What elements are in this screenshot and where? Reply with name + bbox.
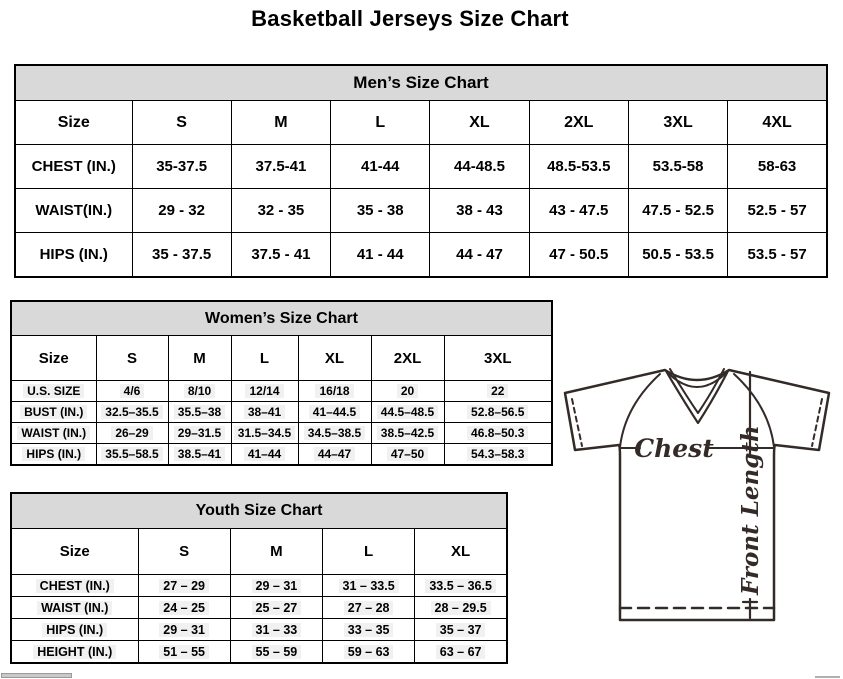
men-cell-text: 35 - 37.5	[152, 246, 212, 263]
women-cell-text: 34.5–38.5	[304, 426, 365, 440]
youth-cell-text: 59 – 63	[344, 645, 394, 659]
youth-cell	[415, 641, 507, 664]
women-col-head-6	[444, 336, 552, 381]
men-cell	[331, 233, 430, 278]
women-col-head-0	[11, 336, 96, 381]
youth-cell	[415, 619, 507, 641]
women-row-label	[11, 423, 96, 444]
youth-cell-text: 51 – 55	[159, 645, 209, 659]
women-cell-text: 16/18	[315, 384, 353, 398]
women-cell	[444, 402, 552, 423]
women-cell-text: 32.5–35.5	[101, 405, 162, 419]
men-row-label	[15, 145, 132, 189]
youth-table-row	[11, 575, 507, 597]
youth-cell	[138, 575, 230, 597]
women-cell	[231, 381, 298, 402]
women-cell	[298, 402, 371, 423]
youth-cell	[230, 575, 322, 597]
women-table-row	[11, 402, 552, 423]
women-row-label-text: U.S. SIZE	[23, 384, 84, 398]
youth-row-label-text: HEIGHT (IN.)	[33, 645, 116, 659]
men-cell-text: 47.5 - 52.5	[642, 202, 714, 219]
women-cell	[231, 402, 298, 423]
women-col-head-4	[298, 336, 371, 381]
women-col-head-4-text: XL	[324, 349, 345, 367]
women-cell-text: 38.5–41	[174, 447, 225, 461]
youth-chart-title	[11, 493, 507, 529]
women-cell	[96, 402, 168, 423]
women-cell-text: 52.8–56.5	[467, 405, 528, 419]
youth-col-head-2	[230, 529, 322, 575]
scrollbar-thumb[interactable]	[1, 673, 72, 678]
youth-cell-text: 31 – 33.5	[339, 579, 399, 593]
women-cell-text: 44–47	[314, 447, 355, 461]
women-cell-text: 31.5–34.5	[234, 426, 295, 440]
men-cell-text: 29 - 32	[158, 202, 205, 219]
youth-col-head-1-text: S	[179, 543, 190, 560]
men-cell	[132, 189, 231, 233]
men-chart-title	[15, 65, 827, 101]
men-cell	[529, 189, 628, 233]
youth-row-label-text: WAIST (IN.)	[37, 601, 112, 615]
women-cell	[371, 402, 444, 423]
youth-cell	[323, 641, 415, 664]
men-col-head-0	[15, 101, 132, 145]
women-cell	[168, 381, 231, 402]
men-col-head-0-text: Size	[57, 113, 90, 131]
men-col-head-7-text: 4XL	[762, 113, 792, 131]
men-col-head-4-text: XL	[469, 113, 490, 131]
women-cell	[371, 423, 444, 444]
youth-cell-text: 35 – 37	[436, 623, 486, 637]
men-row-label-text: HIPS (IN.)	[39, 246, 108, 263]
women-col-head-6-text: 3XL	[483, 349, 512, 367]
youth-cell	[323, 575, 415, 597]
men-cell	[231, 145, 330, 189]
youth-cell-text: 55 – 59	[252, 645, 302, 659]
women-cell-text: 41–44.5	[309, 405, 360, 419]
youth-cell	[323, 597, 415, 619]
men-col-head-3-text: L	[375, 113, 386, 131]
youth-col-head-3	[323, 529, 415, 575]
youth-cell	[415, 597, 507, 619]
youth-col-head-0-text: Size	[59, 543, 90, 560]
men-row-label	[15, 233, 132, 278]
women-title-row	[11, 301, 552, 336]
youth-col-head-2-text: M	[270, 543, 283, 560]
men-cell-text: 44-48.5	[454, 158, 505, 175]
jersey-measurement-diagram	[562, 362, 834, 626]
youth-row-label	[11, 597, 138, 619]
women-cell-text: 26–29	[111, 426, 152, 440]
women-cell-text: 35.5–38	[174, 405, 225, 419]
youth-cell-text: 33.5 – 36.5	[425, 579, 496, 593]
youth-col-head-3-text: L	[364, 543, 374, 560]
youth-cell	[138, 641, 230, 664]
youth-table-row	[11, 641, 507, 664]
youth-col-head-0	[11, 529, 138, 575]
youth-cell	[323, 619, 415, 641]
women-cell-text: 41–44	[244, 447, 285, 461]
youth-col-head-4-text: XL	[451, 543, 471, 560]
women-cell	[444, 444, 552, 466]
women-cell	[444, 423, 552, 444]
men-row-label	[15, 189, 132, 233]
youth-cell	[138, 597, 230, 619]
youth-cell-text: 27 – 28	[344, 601, 394, 615]
men-table-row	[15, 145, 827, 189]
women-cell-text: 35.5–58.5	[101, 447, 162, 461]
women-row-label-text: BUST (IN.)	[20, 405, 87, 419]
youth-cell-text: 27 – 29	[159, 579, 209, 593]
men-cell	[628, 189, 727, 233]
women-cell-text: 44.5–48.5	[377, 405, 438, 419]
men-col-head-3	[331, 101, 430, 145]
men-cell-text: 37.5 - 41	[251, 246, 311, 263]
women-cell	[96, 423, 168, 444]
men-col-head-5-text: 2XL	[564, 113, 594, 131]
men-cell	[628, 233, 727, 278]
men-cell-text: 53.5 - 57	[747, 246, 807, 263]
youth-row-label	[11, 575, 138, 597]
men-cell	[728, 233, 827, 278]
men-chart-title-text: Men’s Size Chart	[353, 73, 489, 92]
youth-size-chart-table	[10, 492, 508, 664]
men-cell	[132, 233, 231, 278]
youth-cell	[415, 575, 507, 597]
women-cell	[96, 444, 168, 466]
youth-cell-text: 33 – 35	[344, 623, 394, 637]
men-cell-text: 35 - 38	[356, 202, 404, 219]
men-cell	[132, 145, 231, 189]
men-cell-text: 48.5-53.5	[547, 158, 611, 175]
youth-cell-text: 28 – 29.5	[431, 601, 491, 615]
scrollbar-fragment	[815, 676, 840, 678]
youth-row-label	[11, 619, 138, 641]
men-cell	[231, 189, 330, 233]
men-cell-text: 35-37.5	[156, 158, 208, 175]
men-table-row	[15, 233, 827, 278]
women-col-head-2-text: M	[193, 349, 206, 367]
women-cell	[168, 444, 231, 466]
women-col-head-3-text: L	[259, 349, 270, 367]
women-cell-text: 8/10	[184, 384, 215, 398]
men-cell-text: 41-44	[361, 158, 400, 175]
women-cell-text: 38–41	[244, 405, 285, 419]
youth-row-label	[11, 641, 138, 664]
women-cell	[168, 423, 231, 444]
men-cell-text: 41 - 44	[356, 246, 404, 263]
men-cell	[430, 233, 529, 278]
youth-cell-text: 24 – 25	[159, 601, 209, 615]
women-cell	[298, 423, 371, 444]
front-length-label: Front Length	[737, 425, 764, 595]
youth-col-head-1	[138, 529, 230, 575]
women-cell-text: 46.8–50.3	[467, 426, 528, 440]
youth-row-label-text: CHEST (IN.)	[36, 579, 114, 593]
youth-cell-text: 25 – 27	[252, 601, 302, 615]
men-col-head-7	[728, 101, 827, 145]
women-cell-text: 4/6	[120, 384, 145, 398]
women-col-head-1	[96, 336, 168, 381]
men-col-head-2	[231, 101, 330, 145]
women-table-row	[11, 381, 552, 402]
men-cell	[331, 189, 430, 233]
women-cell	[168, 402, 231, 423]
men-cell	[430, 145, 529, 189]
women-header-row	[11, 336, 552, 381]
youth-cell	[230, 619, 322, 641]
men-title-row	[15, 65, 827, 101]
men-cell-text: 47 - 50.5	[549, 246, 609, 263]
men-cell	[529, 233, 628, 278]
men-col-head-1	[132, 101, 231, 145]
youth-cell	[230, 597, 322, 619]
men-cell	[430, 189, 529, 233]
men-col-head-4	[430, 101, 529, 145]
men-cell-text: 52.5 - 57	[747, 202, 807, 219]
men-cell-text: 58-63	[757, 158, 797, 175]
women-cell-text: 38.5–42.5	[377, 426, 438, 440]
women-table-row	[11, 423, 552, 444]
women-cell-text: 22	[487, 384, 508, 398]
youth-table-row	[11, 597, 507, 619]
women-row-label	[11, 381, 96, 402]
men-col-head-2-text: M	[274, 113, 288, 131]
women-cell	[371, 381, 444, 402]
women-cell	[231, 423, 298, 444]
men-col-head-5	[529, 101, 628, 145]
youth-cell-text: 29 – 31	[252, 579, 302, 593]
men-cell-text: 50.5 - 53.5	[642, 246, 714, 263]
youth-cell	[230, 641, 322, 664]
women-cell-text: 54.3–58.3	[467, 447, 528, 461]
women-chart-title	[11, 301, 552, 336]
women-cell	[298, 444, 371, 466]
women-cell	[444, 381, 552, 402]
youth-col-head-4	[415, 529, 507, 575]
women-col-head-5	[371, 336, 444, 381]
jersey-outline	[565, 370, 829, 620]
women-cell-text: 20	[397, 384, 418, 398]
men-col-head-1-text: S	[176, 113, 187, 131]
men-row-label-text: CHEST (IN.)	[31, 158, 116, 175]
women-cell	[298, 381, 371, 402]
page-title: Basketball Jerseys Size Chart	[251, 6, 569, 31]
women-col-head-0-text: Size	[38, 349, 69, 367]
youth-table-row	[11, 619, 507, 641]
women-row-label	[11, 444, 96, 466]
men-header-row	[15, 101, 827, 145]
men-cell	[529, 145, 628, 189]
youth-row-label-text: HIPS (IN.)	[42, 623, 107, 637]
women-col-head-3	[231, 336, 298, 381]
women-table-row	[11, 444, 552, 466]
men-cell-text: 38 - 43	[456, 202, 503, 219]
women-chart-title-text: Women’s Size Chart	[205, 309, 358, 327]
men-table-row	[15, 189, 827, 233]
youth-chart-title-text: Youth Size Chart	[195, 502, 323, 519]
women-cell-text: 29–31.5	[174, 426, 225, 440]
women-cell	[96, 381, 168, 402]
women-cell	[371, 444, 444, 466]
women-col-head-5-text: 2XL	[393, 349, 422, 367]
youth-cell-text: 29 – 31	[159, 623, 209, 637]
youth-cell	[138, 619, 230, 641]
men-row-label-text: WAIST(IN.)	[35, 202, 113, 219]
youth-cell-text: 31 – 33	[252, 623, 302, 637]
men-cell	[728, 189, 827, 233]
men-cell	[231, 233, 330, 278]
men-cell	[331, 145, 430, 189]
women-col-head-2	[168, 336, 231, 381]
youth-header-row	[11, 529, 507, 575]
women-row-label-text: HIPS (IN.)	[22, 447, 85, 461]
men-cell-text: 44 - 47	[456, 246, 503, 263]
women-col-head-1-text: S	[126, 349, 137, 367]
chest-label: Chest	[634, 434, 714, 463]
men-cell-text: 32 - 35	[257, 202, 305, 219]
men-cell	[728, 145, 827, 189]
women-cell-text: 47–50	[387, 447, 428, 461]
men-col-head-6-text: 3XL	[663, 113, 693, 131]
womens-size-chart-table	[10, 300, 553, 466]
men-cell	[628, 145, 727, 189]
youth-cell-text: 63 – 67	[436, 645, 486, 659]
jersey-diagram-svg	[562, 362, 834, 626]
women-row-label-text: WAIST (IN.)	[17, 426, 90, 440]
women-cell	[231, 444, 298, 466]
mens-size-chart-table	[14, 64, 828, 278]
women-cell-text: 12/14	[245, 384, 283, 398]
women-row-label	[11, 402, 96, 423]
men-cell-text: 53.5-58	[652, 158, 704, 175]
men-cell-text: 37.5-41	[255, 158, 307, 175]
youth-title-row	[11, 493, 507, 529]
men-cell-text: 43 - 47.5	[549, 202, 609, 219]
men-col-head-6	[628, 101, 727, 145]
